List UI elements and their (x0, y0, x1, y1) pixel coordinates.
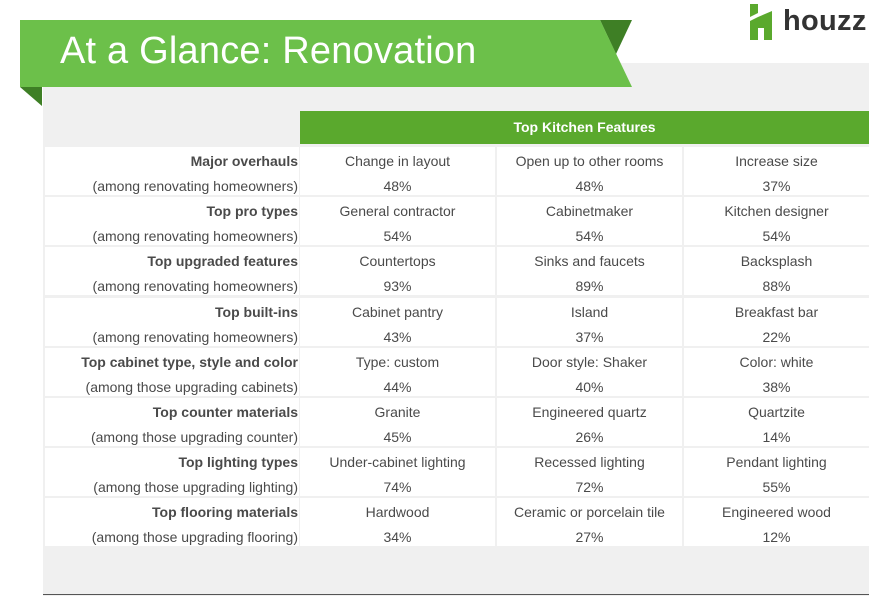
feature-percent: 34% (383, 529, 412, 546)
feature-name: Open up to other rooms (515, 153, 664, 169)
row-label-cell (45, 498, 299, 546)
feature-percent: 54% (575, 228, 604, 245)
table-row (45, 298, 869, 346)
houzz-wordmark: houzz (783, 5, 867, 37)
row-sublabel: (among those upgrading counter) (90, 429, 298, 445)
feature-cell (684, 398, 869, 446)
feature-cell (684, 147, 869, 195)
table-row (45, 498, 869, 546)
feature-cell (300, 247, 495, 295)
feature-cell (684, 348, 869, 396)
feature-percent: 55% (762, 479, 791, 496)
houzz-logo (748, 4, 873, 40)
feature-cell (497, 298, 682, 346)
feature-percent: 22% (762, 328, 791, 345)
feature-name: Door style: Shaker (531, 353, 648, 370)
feature-cell (684, 247, 869, 295)
feature-cell (300, 197, 495, 245)
feature-name: Cabinetmaker (545, 203, 634, 220)
feature-name: Color: white (739, 353, 814, 370)
feature-cell (497, 498, 682, 546)
row-label: Top lighting types (178, 454, 298, 471)
feature-percent: 48% (383, 178, 412, 194)
feature-cell (497, 247, 682, 295)
bottom-divider (43, 594, 869, 595)
feature-percent: 26% (575, 429, 604, 445)
row-label: Top upgraded features (147, 253, 298, 270)
table-row (45, 197, 869, 245)
feature-percent: 74% (383, 479, 412, 496)
feature-percent: 14% (762, 429, 791, 445)
feature-cell (300, 348, 495, 396)
feature-cell (684, 298, 869, 346)
table-row (45, 448, 869, 496)
row-label: Top cabinet type, style and color (81, 353, 298, 370)
row-label-cell (45, 298, 299, 346)
feature-name: Backsplash (740, 253, 813, 270)
feature-percent: 54% (383, 228, 412, 245)
row-label: Top counter materials (152, 404, 298, 420)
feature-cell (497, 197, 682, 245)
feature-percent: 54% (762, 228, 791, 245)
header-blank-cell (45, 111, 299, 144)
feature-percent: 40% (575, 378, 604, 395)
feature-name: Cabinet pantry (351, 303, 444, 320)
row-label: Top flooring materials (152, 504, 298, 521)
table-row (45, 348, 869, 396)
feature-percent: 44% (383, 378, 412, 395)
feature-cell (684, 448, 869, 496)
features-table (45, 111, 869, 546)
feature-name: Sinks and faucets (534, 253, 645, 270)
row-label: Top pro types (206, 203, 298, 220)
row-label: Major overhauls (190, 153, 298, 169)
row-label-cell (45, 448, 299, 496)
feature-name: Engineered quartz (532, 404, 647, 420)
feature-percent: 37% (575, 328, 604, 345)
title-banner (20, 20, 632, 87)
table-row (45, 147, 869, 195)
feature-name: Recessed lighting (534, 454, 645, 471)
feature-percent: 38% (762, 378, 791, 395)
row-label-cell (45, 247, 299, 295)
feature-cell (300, 298, 495, 346)
row-label: Top built-ins (215, 303, 298, 320)
feature-cell (300, 498, 495, 546)
row-sublabel: (among those upgrading flooring) (91, 529, 298, 546)
row-sublabel: (among renovating homeowners) (92, 178, 298, 194)
feature-name: Breakfast bar (734, 303, 819, 320)
feature-cell (684, 498, 869, 546)
feature-percent: 48% (575, 178, 604, 194)
row-sublabel: (among those upgrading lighting) (93, 479, 298, 496)
houzz-logo-icon (748, 4, 774, 40)
feature-name: Change in layout (344, 153, 451, 169)
row-sublabel: (among renovating homeowners) (92, 278, 298, 295)
feature-percent: 27% (575, 529, 604, 546)
feature-name: Island (570, 303, 609, 320)
table-row (45, 247, 869, 295)
feature-name: Type: custom (355, 353, 440, 370)
row-sublabel: (among those upgrading cabinets) (85, 378, 298, 395)
feature-cell (300, 147, 495, 195)
feature-name: Increase size (735, 153, 818, 169)
feature-percent: 89% (575, 278, 604, 295)
row-label-cell (45, 147, 299, 195)
feature-name: Ceramic or porcelain tile (514, 504, 665, 521)
feature-cell (300, 398, 495, 446)
table-header: Top Kitchen Features (300, 111, 869, 144)
feature-percent: 37% (762, 178, 791, 194)
table-header-row (45, 111, 869, 144)
feature-cell (497, 348, 682, 396)
feature-name: Engineered wood (722, 504, 831, 521)
row-label-cell (45, 348, 299, 396)
feature-cell (684, 197, 869, 245)
row-label-cell (45, 197, 299, 245)
row-sublabel: (among renovating homeowners) (92, 228, 298, 245)
feature-name: Countertops (359, 253, 436, 270)
feature-name: Under-cabinet lighting (329, 454, 466, 471)
feature-percent: 43% (383, 328, 412, 345)
feature-percent: 93% (383, 278, 412, 295)
row-sublabel: (among renovating homeowners) (92, 328, 298, 345)
page-title: At a Glance: Renovation (60, 30, 477, 72)
feature-name: Pendant lighting (726, 454, 827, 471)
feature-cell (497, 398, 682, 446)
feature-name: Kitchen designer (724, 203, 829, 220)
feature-name: Quartzite (748, 404, 805, 420)
feature-name: Granite (374, 404, 421, 420)
feature-percent: 12% (762, 529, 791, 546)
feature-name: Hardwood (365, 504, 430, 521)
feature-cell (497, 147, 682, 195)
feature-cell (300, 448, 495, 496)
feature-percent: 45% (383, 429, 412, 445)
feature-name: General contractor (339, 203, 456, 220)
feature-percent: 72% (575, 479, 604, 496)
table-row (45, 398, 869, 446)
row-label-cell (45, 398, 299, 446)
feature-percent: 88% (762, 278, 791, 295)
feature-cell (497, 448, 682, 496)
